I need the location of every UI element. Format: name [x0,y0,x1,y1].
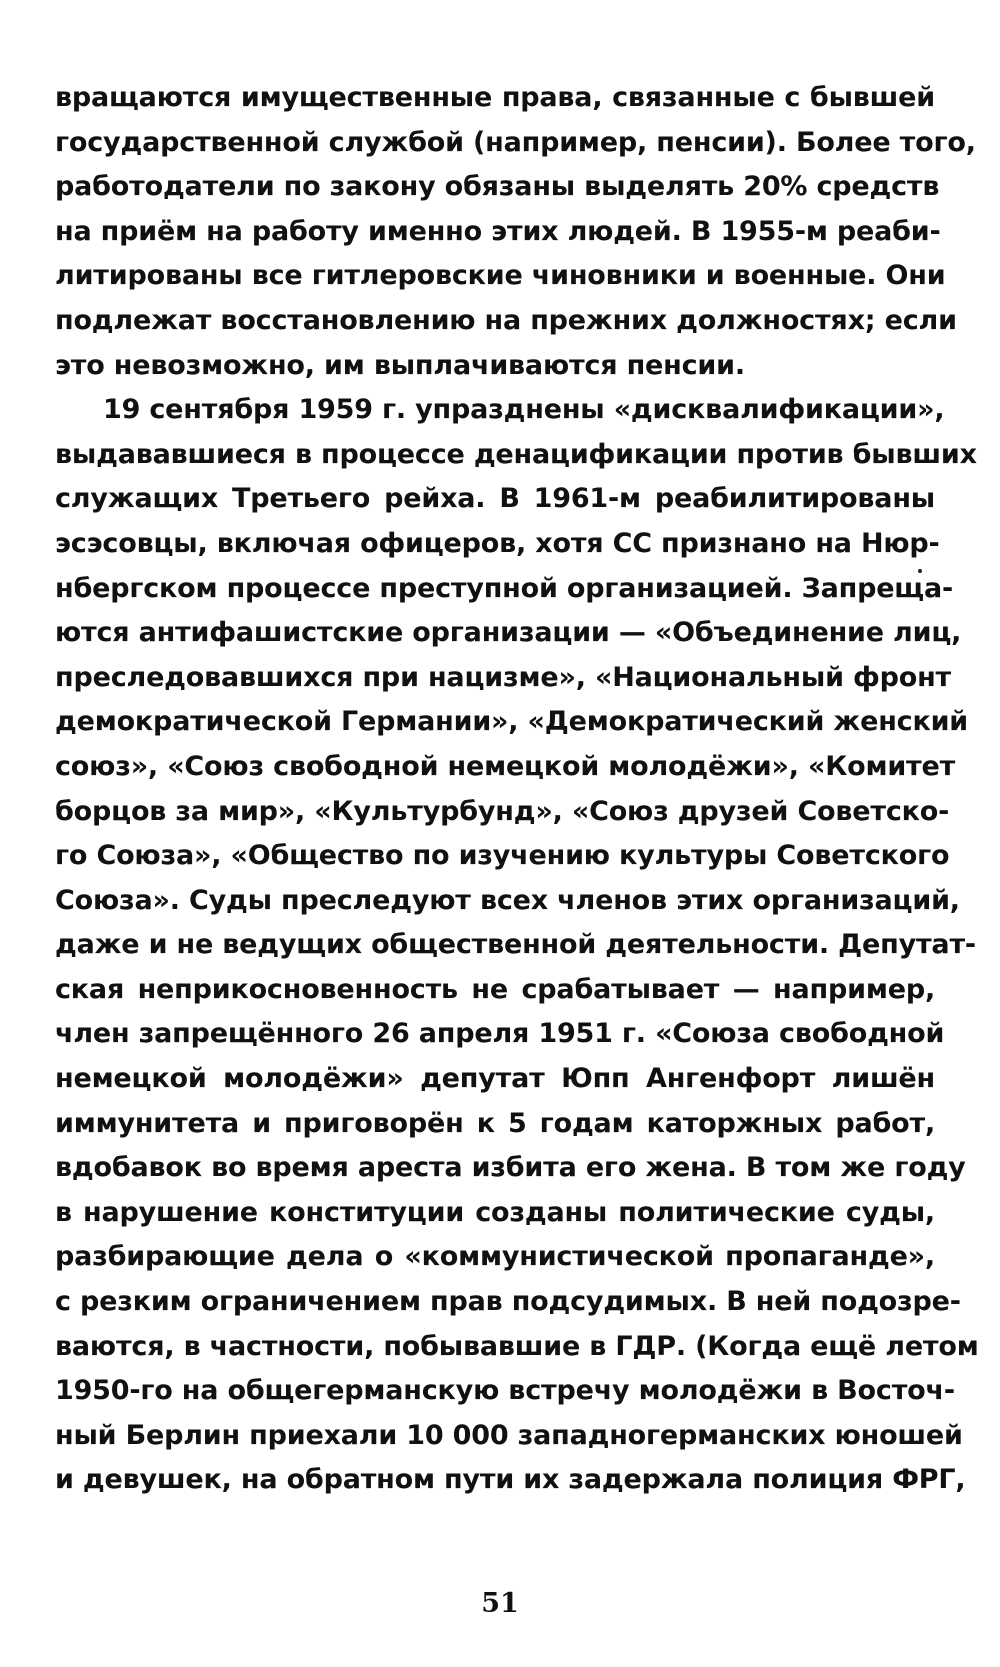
text-line: вращаются имущественные права, связанные с бывшей [55,82,935,113]
text-line: служащих Третьего рейха. В 1961-м реабилитированы [55,483,935,515]
text-line: ются антифашистские организации — «Объединение лиц, [55,617,962,649]
text-line: немецкой молодёжи» депутат Юпп Ангенфорт лишён [55,1063,935,1095]
text-line: и девушек, на обратном пути их задержала полиция ФРГ, [55,1464,966,1496]
text-line: демократической Германии», «Демократический женский [55,706,969,738]
text-line: Союза». Суды преследуют всех членов этих организаций, [55,884,960,916]
text-line: борцов за мир», «Культурбунд», «Союз друзей Советско- [55,795,950,827]
text-line: го Союза», «Общество по изучению культуры Советского [55,840,950,872]
text-line: ный Берлин приехали 10 000 западногерманских юношей [55,1419,963,1451]
text-line: ваются, в частности, побывавшие в ГДР. (Когда ещё летом [55,1330,979,1362]
text-line: литированы все гитлеровские чиновники и военные. Они [55,260,946,292]
text-line: работодатели по закону обязаны выделять 20% средств [55,171,940,203]
paragraph-start-line: 19 сентября 1959 г. упразднены «дисквалификации», [103,394,945,426]
text-line: эсэсовцы, включая офицеров, хотя СС признано на Нюр- [55,527,940,559]
paragraph-end-line: это невозможно, им выплачиваются пенсии. [55,349,745,381]
text-line: государственной службой (например, пенсии). Более того, [55,126,976,158]
text-line: подлежат восстановлению на прежних должностях; если [55,304,957,336]
text-line: на приём на работу именно этих людей. В 1955-м реаби- [55,215,941,247]
text-line: разбирающие дела о «коммунистической пропаганде», [55,1241,935,1273]
text-line: вдобавок во время ареста избита его жена. В том же году [55,1152,966,1184]
text-line: выдававшиеся в процессе денацификации против бывших [55,438,977,470]
page-number: 51 [481,1588,519,1619]
text-line: член запрещённого 26 апреля 1951 г. «Союза свободной [55,1018,945,1050]
text-line: ская неприкосновенность не срабатывает — например, [55,973,935,1005]
text-line: с резким ограничением прав подсудимых. В ней подозре- [55,1286,961,1318]
body-text [55,76,979,1503]
text-line: нбергском процессе преступной организацией. Запреща- [55,572,953,604]
text-line: преследовавшихся при нацизме», «Национальный фронт [55,661,951,693]
text-line: союз», «Союз свободной немецкой молодёжи», «Комитет [55,750,956,782]
text-line: даже и не ведущих общественной деятельности. Депутат- [55,929,976,961]
text-line: 1950-го на общегерманскую встречу молодёжи в Восточ- [55,1375,955,1407]
text-line: иммунитета и приговорён к 5 годам каторжных работ, [55,1107,935,1139]
text-line: в нарушение конституции созданы политические суды, [55,1196,935,1228]
scan-speck [918,569,922,573]
